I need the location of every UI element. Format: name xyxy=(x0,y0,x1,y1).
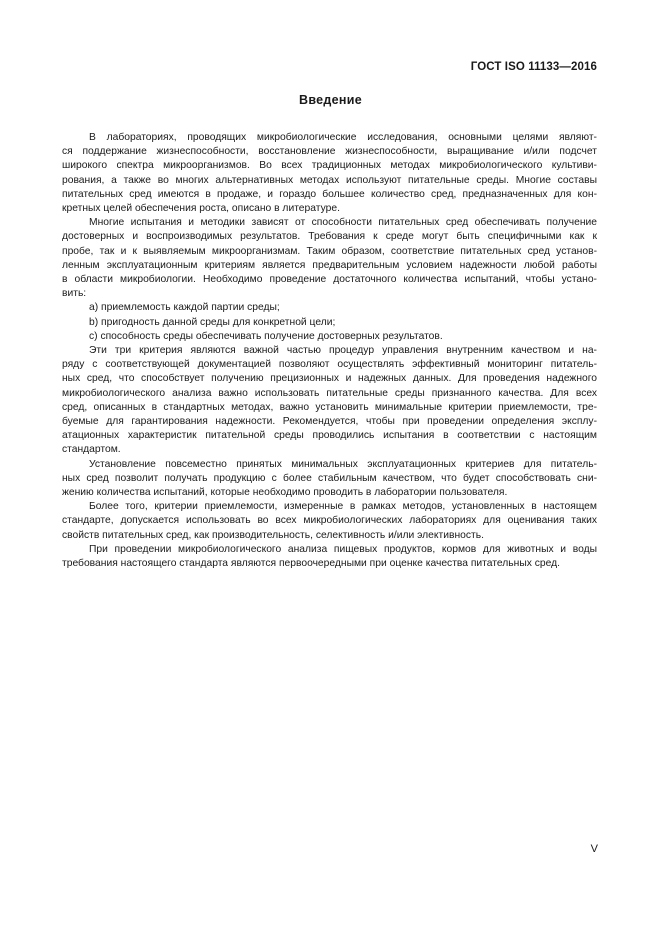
paragraph xyxy=(62,344,597,458)
text-line: Эти три критерия являются важной частью процедур управления внутренним качеством и на- xyxy=(89,345,597,357)
text-line: ленным эксплуатационным критериям является предварительным условием надежности любой работы xyxy=(62,259,597,271)
text-line: сред, описанных в стандартных методах, важно установить минимальные критерии приемлемости, тре- xyxy=(62,401,597,413)
text-line: в области микробиологии. Необходимо проведение достаточного количества испытаний, чтобы устано- xyxy=(62,274,597,286)
text-line: ных сред позволит получать продукцию с более стабильным качеством, что будет способствовать сни- xyxy=(62,472,597,484)
text-line: Многие испытания и методики зависят от способности питательных сред обеспечивать получение xyxy=(89,217,597,229)
section-title: Введение xyxy=(299,93,362,107)
text-line: микробиологического анализа важно использовать питательные среды признанного качества. Для всех xyxy=(62,387,597,399)
text-line: Более того, критерии приемлемости, измеренные в рамках методов, установленных в настоящем xyxy=(89,501,597,513)
paragraph xyxy=(62,500,597,543)
text-line: В лабораториях, проводящих микробиологические исследования, основными целями являют- xyxy=(89,132,597,143)
paragraph xyxy=(62,543,597,571)
text-line: ных сред, что способствует получению прецизионных и надежных данных. Для проведения надежного xyxy=(62,373,597,385)
text-line: ся поддержание жизнеспособности, восстановление жизнеспособности, выращивание и/или подсчет xyxy=(62,146,597,158)
text-line: достоверных и воспроизводимых результатов. Требования к среде могут быть специфичными как к xyxy=(62,231,597,243)
paragraph xyxy=(62,216,597,301)
text-line: рования, а также во многих альтернативных методах используют питательные среды. Многие составы xyxy=(62,174,597,186)
paragraph xyxy=(62,458,597,501)
text-line: жению количества испытаний, которые необходимо проводить в лаборатории пользователя. xyxy=(62,487,508,499)
text-line: Установление повсеместно принятых минимальных эксплуатационных критериев для питатель- xyxy=(89,458,597,470)
text-line: атационных характеристик питательной среды проводились испытания в соответствии с настоящим xyxy=(62,430,597,442)
page-number: V xyxy=(590,843,598,855)
text-line: стандартом. xyxy=(62,444,121,456)
text-line: свойств питательных сред, как производительность, селективность и/или элективность. xyxy=(62,529,484,541)
text-line: стандарте, допускается использовать во всех микробиологических лабораториях для оценивания таких xyxy=(62,515,597,527)
text-line: требования настоящего стандарта являются первоочередными при оценке качества питательных сред. xyxy=(62,558,560,570)
list-item: c) способность среды обеспечивать получение достоверных результатов. xyxy=(89,330,443,342)
text-line: вить: xyxy=(62,288,87,300)
paragraph xyxy=(62,131,597,216)
list-item: b) пригодность данной среды для конкретной цели; xyxy=(89,316,336,328)
text-line: питательных сред имеются в продаже, и гораздо большее количество сред, предназначенных для кон- xyxy=(62,188,597,200)
text-line: кретных целей обеспечения роста, описано в литературе. xyxy=(62,203,340,215)
text-line: пробе, так и к выявляемым микроорганизмам. Таким образом, соответствие питательных сред установ- xyxy=(62,245,597,257)
text-line: ряду с соответствующей документацией позволяют осуществлять эффективный мониторинг питатель- xyxy=(62,359,597,371)
text-line: буемые для гарантирования надежности. Рекомендуется, чтобы при проведении определения эксплу- xyxy=(62,416,597,428)
document-body xyxy=(62,131,597,571)
text-line: При проведении микробиологического анализа пищевых продуктов, кормов для животных и воды xyxy=(89,543,597,555)
standard-number-header: ГОСТ ISO 11133—2016 xyxy=(470,61,597,73)
list-item: a) приемлемость каждой партии среды; xyxy=(89,302,280,314)
text-line: широкого спектра микроорганизмов. Во всех традиционных методах микробиологического культиви- xyxy=(62,160,597,172)
